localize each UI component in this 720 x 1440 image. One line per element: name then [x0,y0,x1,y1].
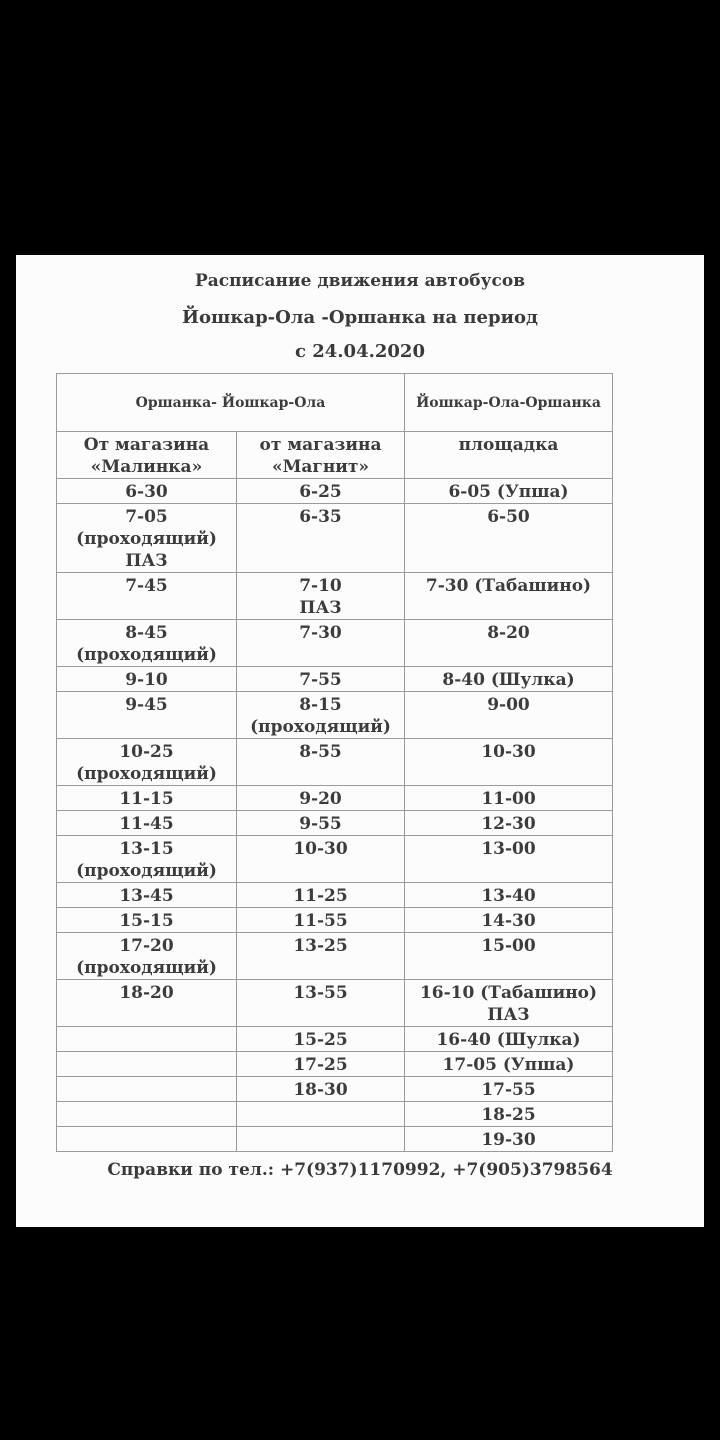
cell-magnit: 7-55 [237,667,405,692]
cell-magnit: 6-25 [237,479,405,504]
table-row [57,836,613,883]
cell-ploshchadka: 12-30 [405,811,613,836]
cell-malinka: 13-45 [57,883,237,908]
cell-malinka: 11-45 [57,811,237,836]
cell-malinka: 10-25 (проходящий) [57,739,237,786]
cell-malinka [57,1102,237,1127]
cell-malinka [57,1052,237,1077]
cell-ploshchadka: 17-05 (Упша) [405,1052,613,1077]
column-header-ploshchadka: площадка [405,432,613,479]
table-row [57,479,613,504]
table-row [57,908,613,933]
cell-ploshchadka: 9-00 [405,692,613,739]
table-row [57,1052,613,1077]
cell-magnit: 11-25 [237,883,405,908]
cell-malinka [57,1127,237,1152]
cell-malinka: 17-20 (проходящий) [57,933,237,980]
cell-ploshchadka: 8-20 [405,620,613,667]
table-row [57,504,613,573]
cell-magnit: 9-55 [237,811,405,836]
table-row [57,811,613,836]
cell-malinka: 9-10 [57,667,237,692]
cell-ploshchadka: 7-30 (Табашино) [405,573,613,620]
cell-malinka: 7-05 (проходящий) ПАЗ [57,504,237,573]
schedule-table [56,373,613,1152]
cell-magnit: 7-30 [237,620,405,667]
cell-malinka: 7-45 [57,573,237,620]
schedule-sheet [16,255,704,1227]
cell-ploshchadka: 15-00 [405,933,613,980]
cell-malinka: 18-20 [57,980,237,1027]
cell-malinka: 6-30 [57,479,237,504]
cell-malinka: 9-45 [57,692,237,739]
table-row [57,1102,613,1127]
cell-ploshchadka: 18-25 [405,1102,613,1127]
cell-magnit: 8-15 (проходящий) [237,692,405,739]
column-header-row [57,432,613,479]
table-row [57,1077,613,1102]
cell-ploshchadka: 6-50 [405,504,613,573]
cell-magnit: 9-20 [237,786,405,811]
table-row [57,786,613,811]
cell-malinka: 13-15 (проходящий) [57,836,237,883]
cell-ploshchadka: 13-00 [405,836,613,883]
cell-malinka [57,1027,237,1052]
table-row [57,980,613,1027]
cell-malinka: 15-15 [57,908,237,933]
table-row [57,1027,613,1052]
route-orshanka-yoshkar-ola: Оршанка- Йошкар-Ола [57,374,405,432]
cell-magnit: 8-55 [237,739,405,786]
cell-magnit: 6-35 [237,504,405,573]
cell-ploshchadka: 14-30 [405,908,613,933]
route-header-row [57,374,613,432]
cell-ploshchadka: 6-05 (Упша) [405,479,613,504]
cell-ploshchadka: 17-55 [405,1077,613,1102]
table-row [57,692,613,739]
cell-magnit: 17-25 [237,1052,405,1077]
cell-ploshchadka: 16-40 (Шулка) [405,1027,613,1052]
cell-ploshchadka: 19-30 [405,1127,613,1152]
table-row [57,620,613,667]
cell-magnit: 18-30 [237,1077,405,1102]
table-row [57,667,613,692]
cell-magnit: 13-55 [237,980,405,1027]
cell-ploshchadka: 11-00 [405,786,613,811]
cell-magnit: 7-10 ПАЗ [237,573,405,620]
title-line-1: Расписание движения автобусов [194,271,526,291]
cell-magnit: 13-25 [237,933,405,980]
cell-malinka: 11-15 [57,786,237,811]
cell-magnit [237,1127,405,1152]
cell-ploshchadka: 16-10 (Табашино) ПАЗ [405,980,613,1027]
title-line-3: с 24.04.2020 [295,341,425,362]
table-row [57,573,613,620]
footer-contacts: Справки по тел.: +7(937)1170992, +7(905)3798564 [107,1160,613,1180]
cell-ploshchadka: 10-30 [405,739,613,786]
table-row [57,1127,613,1152]
column-header-magnit: от магазина «Магнит» [237,432,405,479]
table-row [57,739,613,786]
title-line-2: Йошкар-Ола -Оршанка на период [182,307,538,328]
cell-magnit: 11-55 [237,908,405,933]
cell-malinka [57,1077,237,1102]
cell-magnit: 15-25 [237,1027,405,1052]
table-row [57,883,613,908]
cell-ploshchadka: 8-40 (Шулка) [405,667,613,692]
column-header-malinka: От магазина «Малинка» [57,432,237,479]
cell-malinka: 8-45 (проходящий) [57,620,237,667]
cell-magnit [237,1102,405,1127]
cell-ploshchadka: 13-40 [405,883,613,908]
cell-magnit: 10-30 [237,836,405,883]
route-yoshkar-ola-orshanka: Йошкар-Ола-Оршанка [405,374,613,432]
table-row [57,933,613,980]
